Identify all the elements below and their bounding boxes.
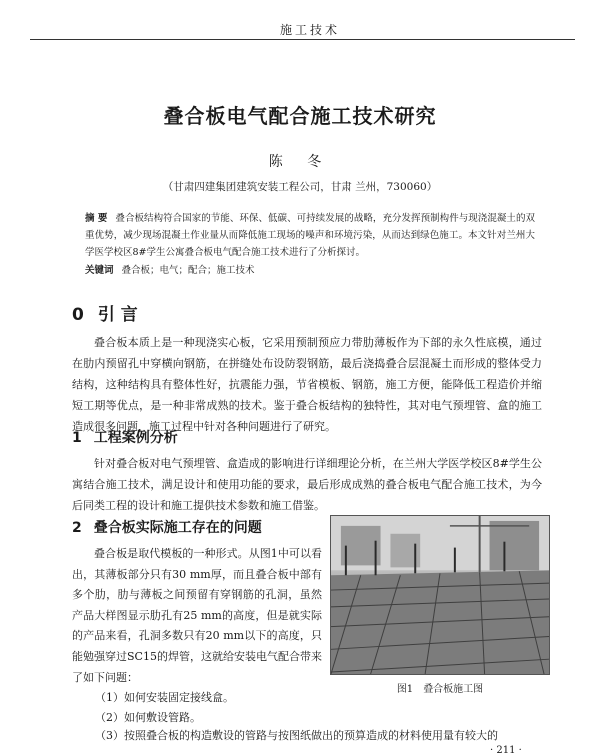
intro-paragraph: 叠合板本质上是一种现浇实心板，它采用预制预应力带肋薄板作为下部的永久性底模，通过在肋内预留孔中穿横向钢筋，在拼缝处布设防裂钢筋，最后浇捣叠合层混凝土而形成的整体受力结构，这种结构具有整体性好，抗震能力强，节省模板、钢筋，施工方便，能降低工程造价并缩短工期等优点，是一种非常成熟的技术。鉴于叠合板结构的独特性，其对电气预埋管、盒的施工造成很多问题，施工过程中针对各种问题进行了研究。 [72, 336, 542, 433]
abstract-text: 叠合板结构符合国家的节能、环保、低碳、可持续发展的战略，充分发挥预制构件与现浇混凝土的双重优势，减少现场混凝土作业量从而降低施工现场的噪声和环境污染，从而达到绿色施工。本文针对兰州大学医学校区8#学生公寓叠合板电气配合施工技术进行了分析探讨。 [85, 213, 535, 258]
affiliation: （甘肃四建集团建筑安装工程公司，甘肃 兰州，730060） [162, 181, 438, 193]
section-title: 引 言 [97, 305, 138, 325]
keywords-text: 叠合板；电气；配合；施工技术 [121, 265, 255, 276]
list-item: （1）如何安装固定接线盒。 [95, 691, 234, 704]
keywords [85, 262, 535, 276]
section-number: 0 [72, 305, 84, 325]
running-header [30, 18, 575, 40]
case-paragraph: 针对叠合板对电气预埋管、盒造成的影响进行详细理论分析，在兰州大学医学校区8#学生公寓结合施工技术，满足设计和使用功能的要求，最后形成成熟的叠合板电气配合施工技术，为今后同类工程的设计和施工提供技术参数和施工借鉴。 [72, 457, 542, 512]
section-title: 叠合板实际施工存在的问题 [93, 520, 262, 536]
list-item: （2）如何敷设管路。 [95, 711, 201, 724]
figure-number: 图1 [396, 684, 414, 695]
section-number: 2 [72, 520, 82, 536]
construction-photo-graphic [331, 516, 549, 674]
figure-caption [330, 680, 550, 695]
section-number: 1 [72, 430, 82, 446]
header-label: 施工技术 [279, 23, 340, 37]
abstract-label: 摘 要 [85, 213, 108, 224]
section-heading-2 [72, 517, 262, 537]
section-title: 工程案例分析 [93, 430, 178, 446]
page-number: · 211 · [490, 745, 522, 755]
list-item: （3）按照叠合板的构造敷设的管路与按图纸做出的预算造成的材料使用量有较大的 [95, 729, 498, 742]
section-heading-1 [72, 427, 178, 447]
figure-caption-text: 叠合板施工图 [423, 684, 484, 695]
abstract [85, 210, 535, 261]
author: 陈 冬 [268, 154, 332, 170]
paper-title: 叠合板电气配合施工技术研究 [163, 104, 437, 128]
problems-paragraph: 叠合板是取代模板的一种形式。从图1中可以看出，其薄板部分只有30 mm厚，而且叠合板中部有多个肋，肋与薄板之间预留有穿钢筋的孔洞，虽然产品大样图显示肋孔有25 mm的高度，但是就实际的产品来看，孔洞多数只有20 mm以下的高度，只能勉强穿过SC15的焊管，这就给安装电气配合带来了如下问题： [72, 547, 322, 684]
keywords-label: 关键词 [85, 265, 114, 276]
section-heading-0 [72, 300, 138, 325]
construction-photo [330, 515, 550, 675]
